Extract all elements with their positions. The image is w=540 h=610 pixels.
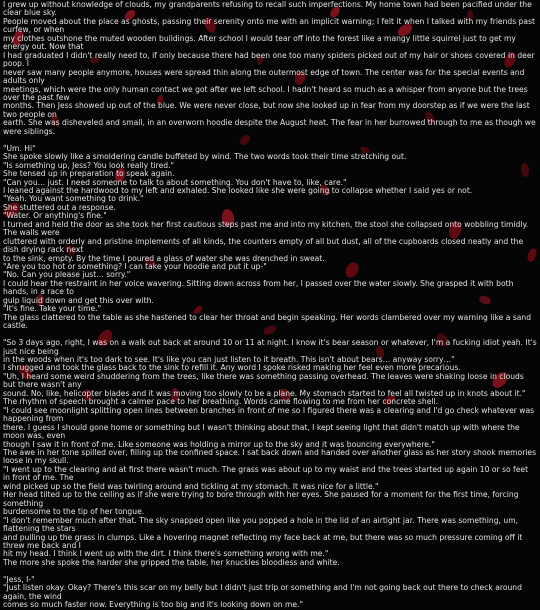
text-line: She spoke slowly like a smoldering candle buffeted by wind. The two words took their time stretching out. (3, 152, 407, 162)
text-line: People moved about the place as ghosts, passing their serenity onto me with an implicit warning; I felt it when I talked with my friends past curfew, or when (3, 16, 536, 35)
text-line: I turned and held the door as she took her first cautious steps past me and into my kitchen, the stool she collapsed onto wobbling timidly. The walls were (3, 219, 529, 238)
text-line: "Can you… just. I need someone to talk to about something. You don't have to, like, care." (3, 177, 347, 187)
text-line: I leaned against the hardwood to my left and exhaled. She looked like she were going to collapse whether I said yes or not. (3, 185, 473, 195)
text-line: She stuttered out a response. (3, 202, 116, 212)
paragraph-story (3, 339, 537, 567)
paragraph-arrival (3, 145, 537, 331)
text-line: I could hear the restraint in her voice wavering. Sitting down across from her, I passed over the water slowly. She grasped it with both hands, in a race to (3, 278, 514, 297)
text-line: The more she spoke the harder she gripped the table, her knuckles bloodless and white. (3, 557, 340, 567)
text-line: I shrugged and took the glass back to the sink to refill it. Any word I spoke risked making her feel even more precarious. (3, 363, 461, 373)
text-line: "Are you too hot or something? I can take your hoodie and put it up-" (3, 262, 267, 272)
text-line: I had graduated I didn't really need to, if only because there had been one too many spiders picked out of my hair or shoes covered in deer poop. I (3, 50, 535, 69)
story-text (3, 0, 537, 610)
paragraph-ending (3, 576, 537, 610)
text-line: "I could see moonlight splitting open lines between branches in front of me so I figured there was a clearing and I'd go check whatever was happening from (3, 405, 535, 424)
text-line: wind picked up so the field was twirling around and tickling at my stomach. It was nice for a little." (3, 481, 379, 491)
paragraph-intro (3, 1, 537, 136)
text-line: never saw many people anymore, houses were spread thin along the outermost edge of town. The center was for the special events and adults only (3, 67, 525, 86)
text-line: "No. Can you please just… sorry." (3, 270, 131, 280)
text-line: The rhythm of speech brought a calmer pace to her breathing. Words came flowing to me from her concrete shell. (3, 397, 439, 407)
text-line: months. Then Jess showed up out of the blue. We were never close, but now she looked up in fear from my doorstep as if we were the last two people on (3, 101, 530, 119)
text-line: to the sink, empty. By the time I poured a glass of water she was drenched in sweat. (3, 253, 325, 263)
text-line: hit my head. I think I went up with the dirt. I think there's something wrong with me." (3, 549, 329, 559)
text-line: meetings, which were the only human contact we got after we left school. I hadn't heard so much as a whisper from anyone but the trees over the past few (3, 84, 528, 102)
text-line: in the woods when it's too dark to see. It's like you can just listen to it breath. This isn't about bears… anyway sorry…" (3, 355, 455, 364)
text-line: "Jess, I-" (3, 574, 35, 584)
text-line: "Just listen okay. Okay? There's this scar on my belly but I didn't just trip or something and I'm not going back out there to check around again, the wind (3, 583, 522, 601)
text-line: cluttered with orderly and pristine implements of all kinds, the counters empty of all but dust, all of the cupboards closed neatly and the dish drying rack next (3, 236, 524, 255)
text-line: "So 3 days ago, right, I was on a walk out back at around 10 or 11 at night. I know it's bear season or whatever, I'm a fucking idiot yeah. It's just nice being (3, 338, 537, 356)
text-line: The awe in her tone spilled over, filling up the confined space. I sat back down and handed over another glass as her story shook memories loose in my skull. (3, 447, 537, 466)
text-line: "Is something up, Jess? You look really tired." (3, 160, 175, 170)
text-line: there. I guess I should gone home or something but I wasn't thinking about that, I kept seeing light that didn't match up with where the moon was, even (3, 422, 520, 441)
text-line: I grew up without knowledge of clouds, my grandparents refusing to recall such imperfections. My home town had been pacified under the clear blue sky. (3, 0, 532, 18)
text-line: Her head tilted up to the ceiling as if she were trying to bore through with her eyes. She paused for a moment for the first time, forcing something (3, 490, 519, 508)
text-line: comes so much faster now. Everything is too big and it's looking down on me." (3, 600, 303, 610)
text-line: though I saw it in front of me. Like someone was holding a mirror up to the sky and it was bouncing everywhere." (3, 439, 435, 449)
text-line: sound. No, like, helicopter blades and it was moving too slowly to be a plane. My stomach started to feel all twisted up in knots about it." (3, 388, 526, 398)
text-line: The glass clattered to the table as she hastened to clear her throat and begin speaking. Her words clambered over my warning like a sand castle. (3, 312, 532, 331)
text-line: She tensed up in preparation to speak again. (3, 169, 175, 179)
text-line: and pulling up the grass in clumps. Like a hovering magnet reflecting my face back at me, but there was so much pressure coming off it threw me back and I (3, 532, 523, 550)
text-line: "I don't remember much after that. The sky snapped open like you popped a hole in the lid of an airtight jar. There was something, um, flattening the stars (3, 515, 519, 534)
text-line: "Water. Or anything's fine." (3, 211, 107, 221)
text-line: "Yeah. You want something to drink." (3, 194, 144, 204)
text-line: my clothes outshone the muted wooden buildings. After school I would tear off into the forest like a mangy little squirrel just to get my energy out. Now that (3, 33, 516, 52)
text-line: burdensome to the tip of her tongue. (3, 507, 145, 517)
text-line: "It's fine. Take your time." (3, 304, 102, 314)
text-line: gulp liquid down and get this over with. (3, 295, 154, 305)
text-line: "Uh, I heard some weird shuddering from the trees, like there was something passing overhead. The leaves were shaking loose in clouds but there wasn't any (3, 371, 524, 390)
text-line: earth. She was disheveled and small, in an overworn hoodie despite the August heat. The fear in her burrowed through to me as though we were siblings. (3, 118, 536, 136)
text-line: "Um. Hi" (3, 143, 36, 153)
text-line: "I went up to the clearing and at first there wasn't much. The grass was about up to my waist and the trees started up again 10 or so feet in front of me. The (3, 464, 529, 483)
